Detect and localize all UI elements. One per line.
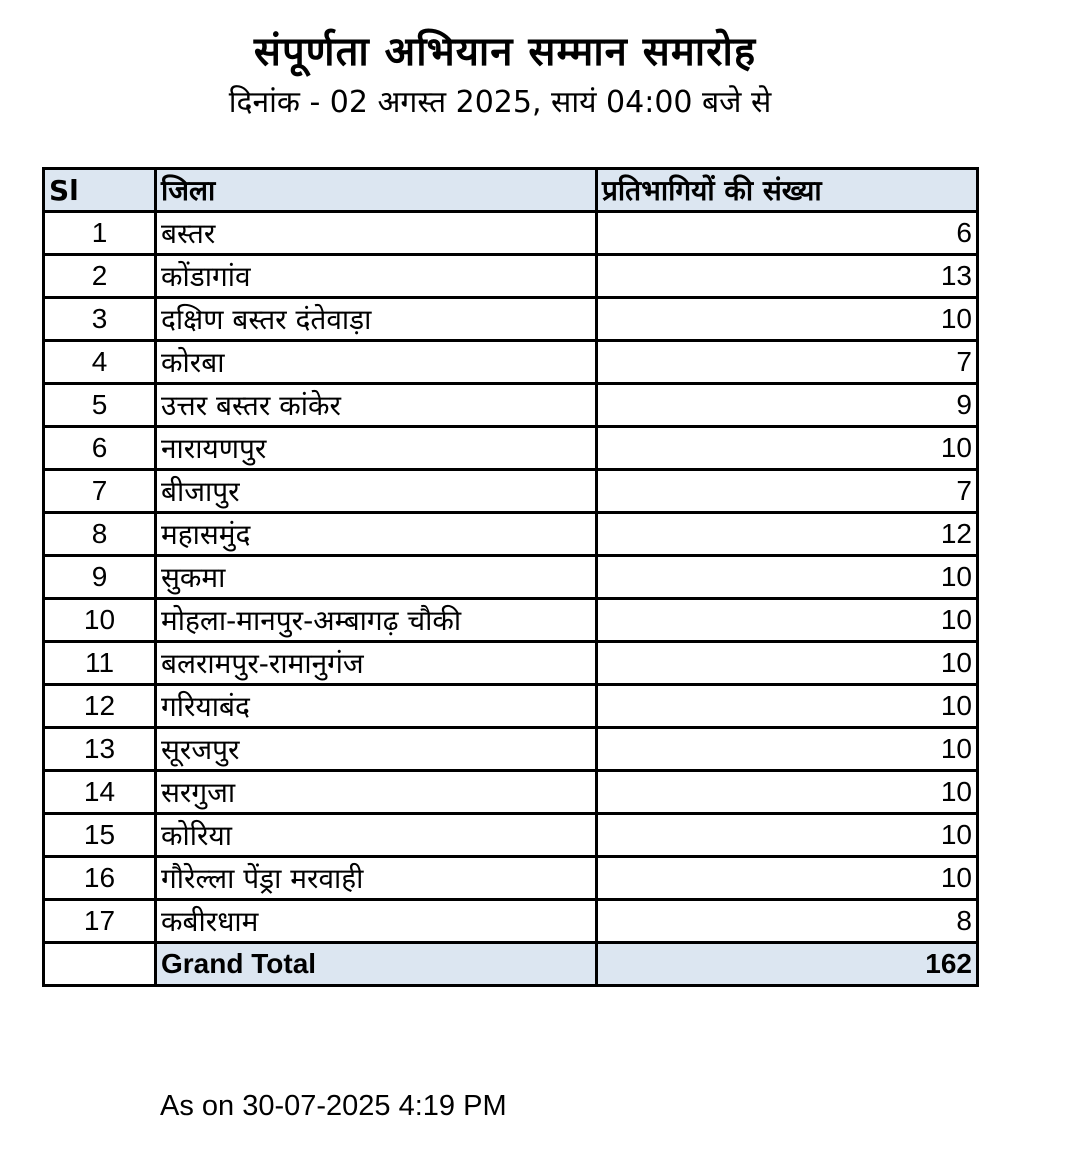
table-row <box>44 556 978 599</box>
row-count: 10 <box>597 771 978 814</box>
row-district: सरगुजा <box>156 771 597 814</box>
table-row <box>44 427 978 470</box>
row-district: बीजापुर <box>156 470 597 513</box>
row-count: 10 <box>597 857 978 900</box>
row-sl: 14 <box>44 771 156 814</box>
header-count: प्रतिभागियों की संख्या <box>597 169 978 212</box>
row-count: 10 <box>597 642 978 685</box>
page-subtitle: दिनांक - 02 अगस्त 2025, सायं 04:00 बजे से <box>228 85 772 120</box>
row-district: गौरेल्ला पेंड्रा मरवाही <box>156 857 597 900</box>
row-district: नारायणपुर <box>156 427 597 470</box>
row-count: 10 <box>597 427 978 470</box>
participants-table <box>42 167 979 987</box>
row-district: सूरजपुर <box>156 728 597 771</box>
row-sl: 12 <box>44 685 156 728</box>
row-count: 10 <box>597 685 978 728</box>
table-row <box>44 900 978 943</box>
row-sl: 17 <box>44 900 156 943</box>
row-sl: 6 <box>44 427 156 470</box>
row-count: 10 <box>597 298 978 341</box>
header-sl: Sl <box>44 169 156 212</box>
row-sl: 1 <box>44 212 156 255</box>
row-count: 10 <box>597 814 978 857</box>
row-district: कबीरधाम <box>156 900 597 943</box>
row-sl: 4 <box>44 341 156 384</box>
row-sl: 7 <box>44 470 156 513</box>
row-count: 13 <box>597 255 978 298</box>
row-sl: 3 <box>44 298 156 341</box>
row-sl: 9 <box>44 556 156 599</box>
row-count: 10 <box>597 599 978 642</box>
row-district: कोंडागांव <box>156 255 597 298</box>
row-sl: 15 <box>44 814 156 857</box>
row-district: उत्तर बस्तर कांकेर <box>156 384 597 427</box>
row-count: 7 <box>597 470 978 513</box>
table-row <box>44 728 978 771</box>
row-district: कोरिया <box>156 814 597 857</box>
row-sl: 2 <box>44 255 156 298</box>
row-district: महासमुंद <box>156 513 597 556</box>
table-row <box>44 685 978 728</box>
row-count: 6 <box>597 212 978 255</box>
row-district: दक्षिण बस्तर दंतेवाड़ा <box>156 298 597 341</box>
table-row <box>44 212 978 255</box>
row-count: 10 <box>597 728 978 771</box>
table-row <box>44 642 978 685</box>
row-district: कोरबा <box>156 341 597 384</box>
row-count: 10 <box>597 556 978 599</box>
table-header-row <box>44 169 978 212</box>
row-sl: 13 <box>44 728 156 771</box>
table-row <box>44 470 978 513</box>
row-sl: 10 <box>44 599 156 642</box>
row-count: 12 <box>597 513 978 556</box>
as-on-timestamp: As on 30-07-2025 4:19 PM <box>160 1090 507 1122</box>
table-row <box>44 599 978 642</box>
row-count: 8 <box>597 900 978 943</box>
table-row <box>44 298 978 341</box>
table-row <box>44 384 978 427</box>
row-count: 9 <box>597 384 978 427</box>
row-district: बलरामपुर-रामानुगंज <box>156 642 597 685</box>
row-sl: 8 <box>44 513 156 556</box>
table-row <box>44 255 978 298</box>
table-row <box>44 814 978 857</box>
table-row <box>44 771 978 814</box>
table-row <box>44 857 978 900</box>
grand-total-row <box>44 943 978 986</box>
row-sl: 16 <box>44 857 156 900</box>
row-district: गरियाबंद <box>156 685 597 728</box>
total-sl-empty <box>44 943 156 986</box>
header-district: जिला <box>156 169 597 212</box>
table-row <box>44 341 978 384</box>
grand-total-value: 162 <box>597 943 978 986</box>
row-district: सुकमा <box>156 556 597 599</box>
row-sl: 11 <box>44 642 156 685</box>
table-row <box>44 513 978 556</box>
row-district: मोहला-मानपुर-अम्बागढ़ चौकी <box>156 599 597 642</box>
page-title: संपूर्णता अभियान सम्मान समारोह <box>253 29 757 75</box>
row-sl: 5 <box>44 384 156 427</box>
grand-total-label: Grand Total <box>156 943 597 986</box>
row-count: 7 <box>597 341 978 384</box>
row-district: बस्तर <box>156 212 597 255</box>
